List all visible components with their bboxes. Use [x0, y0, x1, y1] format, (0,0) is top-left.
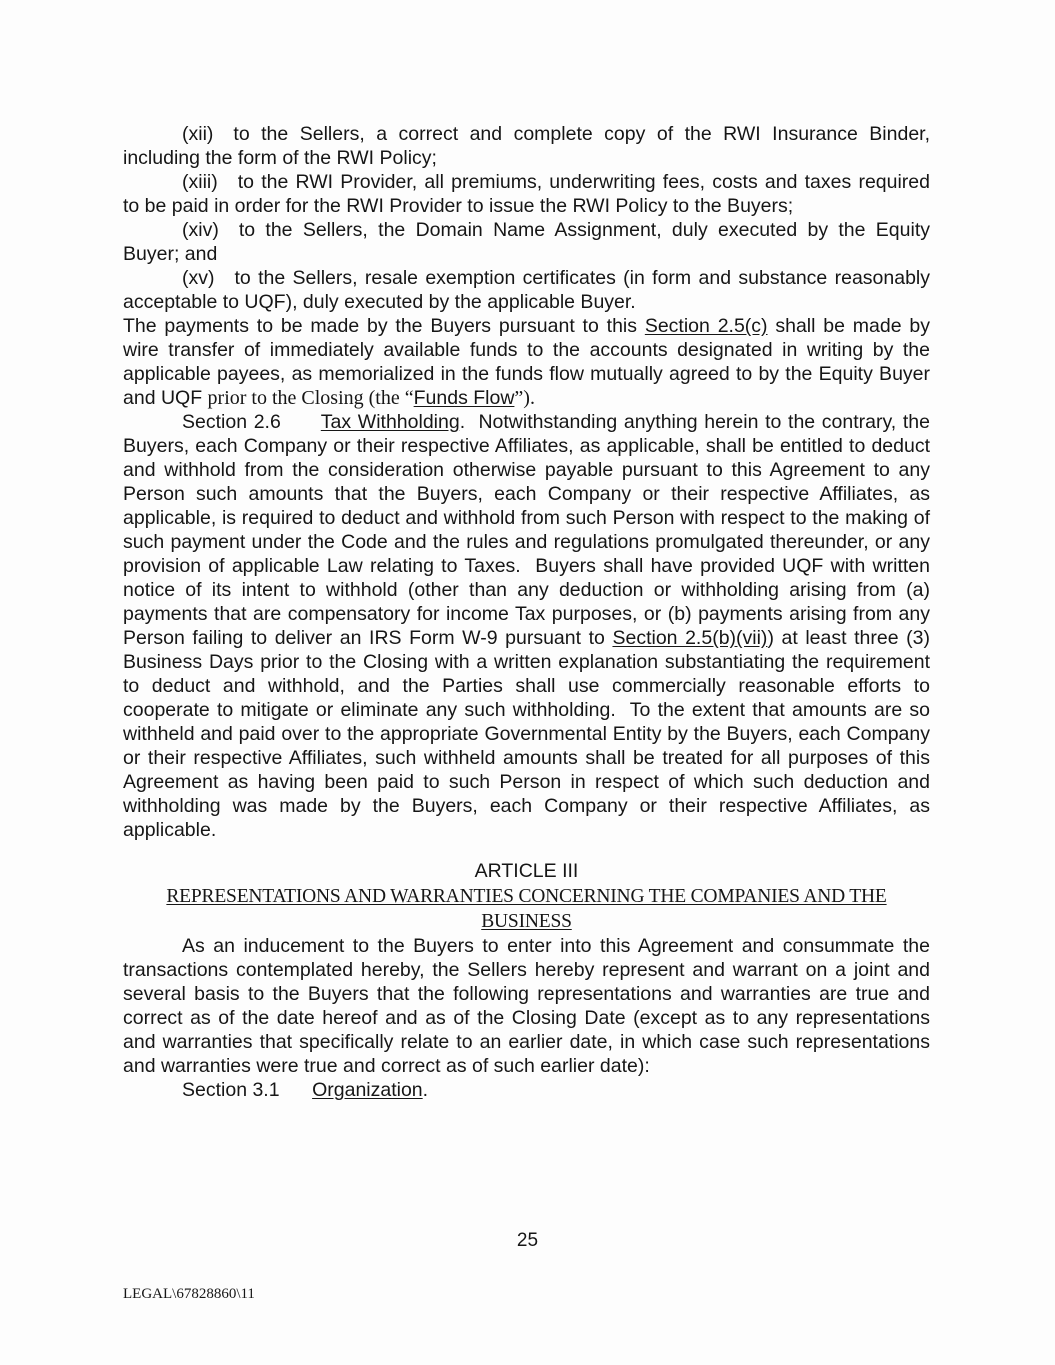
list-number: (xv): [182, 267, 215, 289]
section-number: Section 3.1: [182, 1079, 280, 1101]
page-number: 25: [516, 1230, 539, 1251]
section-number: Section 2.6: [182, 411, 281, 433]
tab-gap: [280, 1079, 313, 1101]
defined-term: Funds Flow: [413, 387, 515, 409]
paragraph-section-2-6: [123, 410, 930, 842]
list-item-xv: [123, 266, 930, 314]
section-ref: Section 2.5(b)(vii): [612, 627, 768, 649]
text: The payments to be made by the Buyers pursuant to this: [123, 315, 645, 337]
article-heading: [123, 859, 930, 934]
article-title-line1: REPRESENTATIONS AND WARRANTIES CONCERNING THE COMPANIES AND THE: [166, 886, 887, 907]
tab-gap: [281, 411, 321, 433]
text: . Notwithstanding anything herein to the contrary, the Buyers, each Company or their respective Affiliates, as applicable, shall be entitled to deduct and withhold from the consideration otherwise payable pursuant to this Agreement to any Person such amounts that the Buyers, each Company or their respective Affiliates, as applicable, is required to deduct and withhold from such Person with respect to the making of such payment under the Code and the rules and regulations promulgated thereunder, or any provision of applicable Law relating to Taxes. Buyers shall have provided UQF with written notice of its intent to withhold (other than any deduction or withholding arising from (a) payments that are compensatory for income Tax purposes, or (b) payments arising from any Person failing to deliver an IRS Form W-9 pursuant to: [123, 411, 930, 649]
list-item-xiii: [123, 170, 930, 218]
list-number: (xiii): [182, 171, 218, 193]
section-ref: Section 2.5(c): [644, 315, 768, 337]
document-id-footer: LEGAL\67828860\11: [123, 1286, 255, 1302]
list-item-text: to the Sellers, a correct and complete copy of the RWI Insurance Binder, including the form of the RWI Policy;: [123, 123, 930, 169]
paragraph-section-3-1: [123, 1078, 930, 1102]
paragraph-inducement: [123, 934, 930, 1078]
list-item-xiv: [123, 218, 930, 266]
paragraph-payments: [123, 314, 930, 410]
text: ”).: [514, 387, 535, 409]
list-item-text: to the Sellers, resale exemption certificates (in form and substance reasonably acceptable to UQF), duly executed by the applicable Buyer.: [123, 267, 930, 313]
text: .: [422, 1079, 429, 1101]
section-title: Tax Withholding: [320, 411, 460, 433]
text: ) at least three (3) Business Days prior to the Closing with a written explanation substantiating the requirement to deduct and withhold, and the Parties shall use commercially reasonable efforts to cooperate to mitigate or eliminate any such withholding. To the extent that amounts are so withheld and paid over to the appropriate Governmental Entity by the Buyers, each Company or their respective Affiliates, such withheld amounts shall be treated for all purposes of this Agreement as having been paid to such Person in respect of which such deduction and withholding was made by the Buyers, each Company or their respective Affiliates, as applicable.: [123, 627, 930, 841]
list-item-xii: [123, 122, 930, 170]
list-number: (xii): [182, 123, 214, 145]
text: shall be made by wire transfer of immediately available funds to the accounts designated in writing by the applicable payees, as memorialized in the funds flow mutually agreed to by the Equity Buyer and UQF: [123, 315, 931, 409]
list-item-text: to the Sellers, the Domain Name Assignment, duly executed by the Equity Buyer; and: [123, 219, 930, 265]
section-title: Organization: [312, 1079, 423, 1101]
article-title-line2: BUSINESS: [481, 911, 572, 932]
text: As an inducement to the Buyers to enter into this Agreement and consummate the transactions contemplated hereby, the Sellers hereby represent and warrant on a joint and several basis to the Buyers that the following representations and warranties are true and correct as of the date hereof and as of the Closing Date (except as to any representations and warranties that specifically relate to an earlier date, in which case such representations and warranties were true and correct as of such earlier date):: [123, 935, 930, 1077]
article-number: ARTICLE III: [474, 860, 579, 882]
list-number: (xiv): [182, 219, 219, 241]
text: prior to the Closing (the “: [207, 387, 414, 409]
page-content: [123, 122, 930, 1102]
list-item-text: to the RWI Provider, all premiums, underwriting fees, costs and taxes required to be paid in order for the RWI Provider to issue the RWI Policy to the Buyers;: [123, 171, 930, 217]
